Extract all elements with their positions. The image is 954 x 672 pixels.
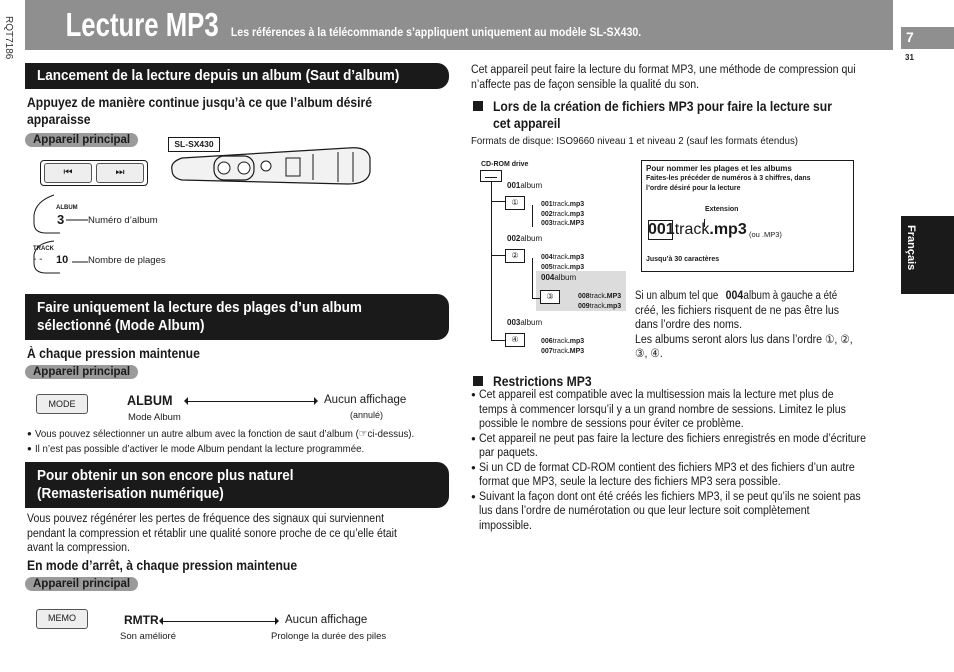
album-indicator: ALBUM bbox=[56, 205, 78, 211]
restrictions-heading: Restrictions MP3 bbox=[493, 374, 592, 389]
restriction-item: ● Suivant la façon dont ont été créés les fichiers MP3, il se peut qu’ils ne soient pas lus dans l’ordre de numérotation ou que leur lecture soit complètement impossible. bbox=[471, 490, 900, 534]
track-indicator: TRACK bbox=[33, 246, 54, 252]
restriction-item: ● Cet appareil ne peut pas faire la lecture des fichiers enregistrés en mode d’écriture par paquets. bbox=[471, 432, 900, 461]
cdrom-drive-icon bbox=[480, 170, 502, 182]
track-dashes: - - bbox=[33, 254, 43, 265]
folder-icon: ② bbox=[505, 249, 525, 263]
tree-trunk bbox=[491, 182, 492, 340]
memo-button[interactable]: MEMO bbox=[36, 609, 88, 629]
remaster-paragraph: Vous pouvez régénérer les pertes de fréquence des signaux qui surviennent pendant la compression et rétablir une qualité sonore proche de ce qu’elle était avant la compression. bbox=[27, 513, 397, 554]
folder-icon: ④ bbox=[505, 333, 525, 347]
rmtr-caption: Son amélioré bbox=[120, 631, 176, 642]
skip-prev-button[interactable]: ⏮ bbox=[44, 163, 92, 183]
no-display-label-2: Aucun affichage bbox=[285, 614, 368, 626]
album-003-files: 006track.mp3 007track.MP3 bbox=[541, 338, 585, 355]
remote-model-label: SL-SX430 bbox=[168, 137, 220, 152]
main-unit-pill: Appareil principal bbox=[25, 133, 138, 147]
folder-icon: ③ bbox=[540, 290, 560, 304]
album-004-files: 008track.MP3 009track.mp3 bbox=[578, 293, 622, 310]
tree-branch bbox=[491, 255, 505, 256]
skip-next-button[interactable]: ⏭ bbox=[96, 163, 144, 183]
remaster-heading: En mode d’arrêt, à chaque pression maintenue bbox=[27, 558, 298, 573]
album-003-label: 003album bbox=[507, 318, 543, 327]
cancelled-caption: (annulé) bbox=[350, 410, 384, 420]
toggle-arrow bbox=[188, 401, 314, 402]
album-002-files: 004track.mp3 005track.mp3 bbox=[541, 254, 585, 271]
naming-line1: Faites-les précéder de numéros à 3 chiffres, dans bbox=[646, 175, 811, 182]
album-skip-heading: Appuyez de manière continue jusqu’à ce que l’album désiré apparaisse bbox=[27, 95, 373, 127]
album-004-label: 004album bbox=[541, 273, 577, 282]
page-title: Lecture MP3 bbox=[65, 6, 219, 43]
header-subtitle: Les références à la télécommande s’appliquent uniquement au modèle SL-SX430. bbox=[230, 27, 642, 39]
album-002-label: 002album bbox=[507, 234, 543, 243]
restriction-item: ● Si un CD de format CD-ROM contient des fichiers MP3 et des fichiers d’un autre format que MP3, seule la lecture des fichiers MP3 sera possible. bbox=[471, 461, 900, 490]
album-001-label: 001album bbox=[507, 181, 543, 190]
tree-branch bbox=[491, 340, 505, 341]
mp3-intro: Cet appareil peut faire la lecture du format MP3, une méthode de compression qui n’affecte pas de façon sensible la qualité du son. bbox=[471, 64, 856, 91]
square-bullet-icon bbox=[473, 101, 483, 111]
square-bullet-icon bbox=[473, 376, 483, 386]
page-sub-number: 31 bbox=[905, 53, 914, 62]
battery-caption: Prolonge la durée des piles bbox=[271, 631, 387, 642]
section-bar-remaster: Pour obtenir un son encore plus naturel (Remasterisation numérique) bbox=[25, 462, 449, 508]
rmtr-display: RMTR bbox=[124, 613, 159, 627]
nested-album-explanation: Si un album tel que004album à gauche a été créé, les fichiers risquent de ne pas être lus dans l’ordre des noms. Les albums seront alors lus dans l’ordre ①, ②, ③, ④. bbox=[635, 290, 853, 360]
side-code: RQT7186 bbox=[3, 16, 14, 60]
language-tab-label: Français bbox=[905, 225, 917, 271]
restriction-item: ● Cet appareil est compatible avec la multisession mais la lecture met plus de temps à commencer lorsqu’il y a un grand nombre de sessions. Limitez le plus possible le nombre de sessions pour éviter ce problème. bbox=[471, 388, 900, 432]
section-bar-album-skip: Lancement de la lecture depuis un album (Saut d’album) bbox=[25, 63, 449, 89]
track-count-display: 10 bbox=[56, 254, 69, 266]
remote-control-illustration bbox=[168, 140, 378, 196]
album-number-display: 3 bbox=[57, 212, 65, 227]
filename-example: 001track.mp3 bbox=[648, 221, 747, 238]
cdrom-label: CD-ROM drive bbox=[481, 161, 529, 168]
tree-branch bbox=[532, 258, 533, 298]
toggle-arrow-2 bbox=[163, 621, 275, 622]
main-unit-pill-3: Appareil principal bbox=[25, 577, 138, 591]
disc-formats: Formats de disque: ISO9660 niveau 1 et niveau 2 (sauf les formats étendus) bbox=[471, 135, 799, 147]
extension-label: Extension bbox=[705, 206, 739, 213]
naming-line2: l’ordre désiré pour la lecture bbox=[646, 185, 741, 192]
no-display-label: Aucun affichage bbox=[324, 394, 407, 406]
mode-button[interactable]: MODE bbox=[36, 394, 88, 414]
tree-branch bbox=[491, 201, 505, 202]
max-length-note: Jusqu’à 30 caractères bbox=[646, 256, 720, 263]
mp3-creation-heading: Lors de la création de fichiers MP3 pour faire la lecture sur cet appareil bbox=[493, 99, 832, 131]
folder-icon: ① bbox=[505, 196, 525, 210]
restrictions-list bbox=[471, 388, 900, 533]
extension-alt: (ou .MP3) bbox=[749, 230, 782, 239]
naming-title: Pour nommer les plages et les albums bbox=[646, 164, 792, 173]
album-mode-display: ALBUM bbox=[127, 392, 173, 408]
page-number: 7 bbox=[906, 29, 914, 45]
section-bar-album-mode: Faire uniquement la lecture des plages d’un album sélectionné (Mode Album) bbox=[25, 294, 449, 340]
album-mode-caption: Mode Album bbox=[128, 412, 181, 423]
track-count-caption: Nombre de plages bbox=[88, 255, 166, 266]
main-unit-pill-2: Appareil principal bbox=[25, 365, 138, 379]
album-mode-heading: À chaque pression maintenue bbox=[27, 346, 200, 361]
album-number-caption: Numéro d’album bbox=[88, 215, 158, 226]
tree-branch bbox=[532, 205, 533, 227]
album-mode-notes: ● Vous pouvez sélectionner un autre album avec la fonction de saut d’album (☞ci-dessus). ● Il n’est pas possible d’activer le mode Album pendant la lecture programmée. bbox=[27, 427, 447, 456]
album-001-files: 001track.mp3 002track.mp3 003track.MP3 bbox=[541, 201, 585, 227]
tree-branch bbox=[532, 298, 540, 299]
